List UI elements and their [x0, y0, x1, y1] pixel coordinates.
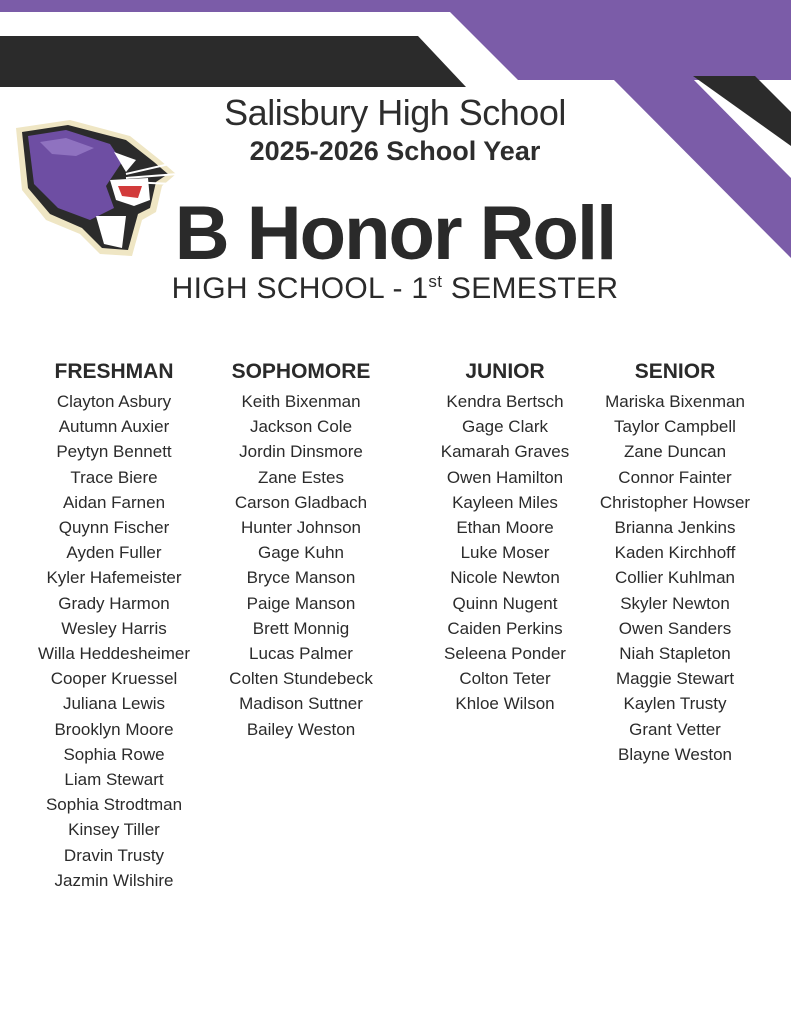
student-name: Zane Estes: [258, 467, 344, 487]
student-name: Kaylen Trusty: [623, 694, 727, 714]
semester-subtitle: [150, 272, 640, 306]
student-name: Ethan Moore: [456, 518, 554, 538]
student-name: Gage Kuhn: [257, 543, 344, 563]
student-name: Jazmin Wilshire: [54, 870, 174, 890]
student-name: Keith Bixenman: [241, 392, 361, 411]
student-name: Luke Moser: [460, 543, 550, 563]
student-name: Dravin Trusty: [63, 845, 165, 865]
student-name: Niah Stapleton: [619, 644, 731, 664]
student-name: Bryce Manson: [246, 568, 356, 588]
student-name: Skyler Newton: [620, 593, 730, 613]
student-name: Blayne Weston: [617, 744, 733, 764]
dark-top-band: [0, 36, 466, 87]
student-name: Clayton Asbury: [56, 392, 172, 411]
name-list: [201, 389, 401, 742]
school-name: Salisbury High School: [224, 92, 566, 133]
class-column-senior: [575, 358, 775, 767]
student-name: Quynn Fischer: [58, 518, 170, 538]
student-name: Paige Manson: [246, 593, 356, 613]
student-name: Caiden Perkins: [447, 618, 563, 638]
student-name: Carson Gladbach: [234, 492, 368, 512]
student-name: Owen Hamilton: [446, 467, 564, 487]
subtitle-suffix: SEMESTER: [442, 272, 619, 305]
student-name: Peytyn Bennett: [56, 442, 172, 462]
class-column-freshman: [14, 358, 214, 893]
page-title: B Honor Roll: [174, 191, 616, 276]
name-list: [14, 389, 214, 893]
student-name: Willa Heddesheimer: [37, 644, 191, 664]
school-year: 2025-2026 School Year: [249, 136, 541, 166]
student-name: Sophia Rowe: [63, 744, 165, 764]
student-name: Bailey Weston: [246, 719, 356, 739]
student-name: Maggie Stewart: [615, 669, 735, 689]
student-name: Kinsey Tiller: [68, 820, 160, 840]
student-name: Madison Suttner: [239, 694, 363, 714]
student-name: Kaden Kirchhoff: [614, 543, 736, 563]
student-name: Nicole Newton: [450, 568, 560, 588]
subtitle-prefix: HIGH SCHOOL - 1: [171, 272, 429, 305]
student-name: Liam Stewart: [64, 770, 164, 790]
student-name: Khloe Wilson: [455, 694, 555, 714]
student-name: Kayleen Miles: [452, 492, 558, 512]
student-name: Brianna Jenkins: [614, 518, 736, 538]
name-list: [575, 389, 775, 767]
student-name: Hunter Johnson: [240, 518, 362, 538]
student-name: Grady Harmon: [58, 593, 170, 613]
student-name: Colton Teter: [459, 669, 551, 689]
class-heading: SENIOR: [634, 360, 716, 383]
student-name: Trace Biere: [70, 467, 158, 487]
student-name: Cooper Kruessel: [50, 669, 178, 689]
student-name: Kendra Bertsch: [446, 392, 564, 411]
student-name: Kamarah Graves: [440, 442, 570, 462]
student-name: Brett Monnig: [252, 618, 350, 638]
student-name: Colten Stundebeck: [229, 669, 373, 689]
class-heading: JUNIOR: [465, 360, 545, 383]
student-name: Taylor Campbell: [614, 417, 736, 437]
student-name: Juliana Lewis: [62, 694, 166, 714]
student-name: Kyler Hafemeister: [46, 568, 182, 588]
student-name: Jordin Dinsmore: [239, 442, 363, 462]
student-name: Brooklyn Moore: [54, 719, 174, 739]
class-column-sophomore: [201, 358, 401, 742]
student-name: Quinn Nugent: [452, 593, 558, 613]
class-heading: FRESHMAN: [54, 360, 174, 383]
student-name: Lucas Palmer: [249, 644, 353, 664]
student-name: Collier Kuhlman: [615, 568, 735, 588]
student-name: Christopher Howser: [599, 492, 751, 512]
student-name: Aidan Farnen: [62, 492, 166, 512]
student-name: Ayden Fuller: [66, 543, 162, 563]
student-name: Owen Sanders: [618, 618, 732, 638]
student-name: Sophia Strodtman: [45, 795, 183, 815]
student-name: Wesley Harris: [61, 618, 167, 638]
student-name: Autumn Auxier: [58, 417, 170, 437]
student-name: Zane Duncan: [623, 442, 727, 462]
class-heading: SOPHOMORE: [231, 360, 371, 383]
subtitle-ordinal: st: [428, 272, 443, 291]
student-name: Seleena Ponder: [444, 644, 566, 664]
student-name: Jackson Cole: [249, 417, 353, 437]
student-name: Connor Fainter: [618, 467, 732, 487]
student-name: Mariska Bixenman: [605, 392, 745, 411]
student-name: Gage Clark: [462, 417, 548, 437]
student-name: Grant Vetter: [629, 719, 721, 739]
